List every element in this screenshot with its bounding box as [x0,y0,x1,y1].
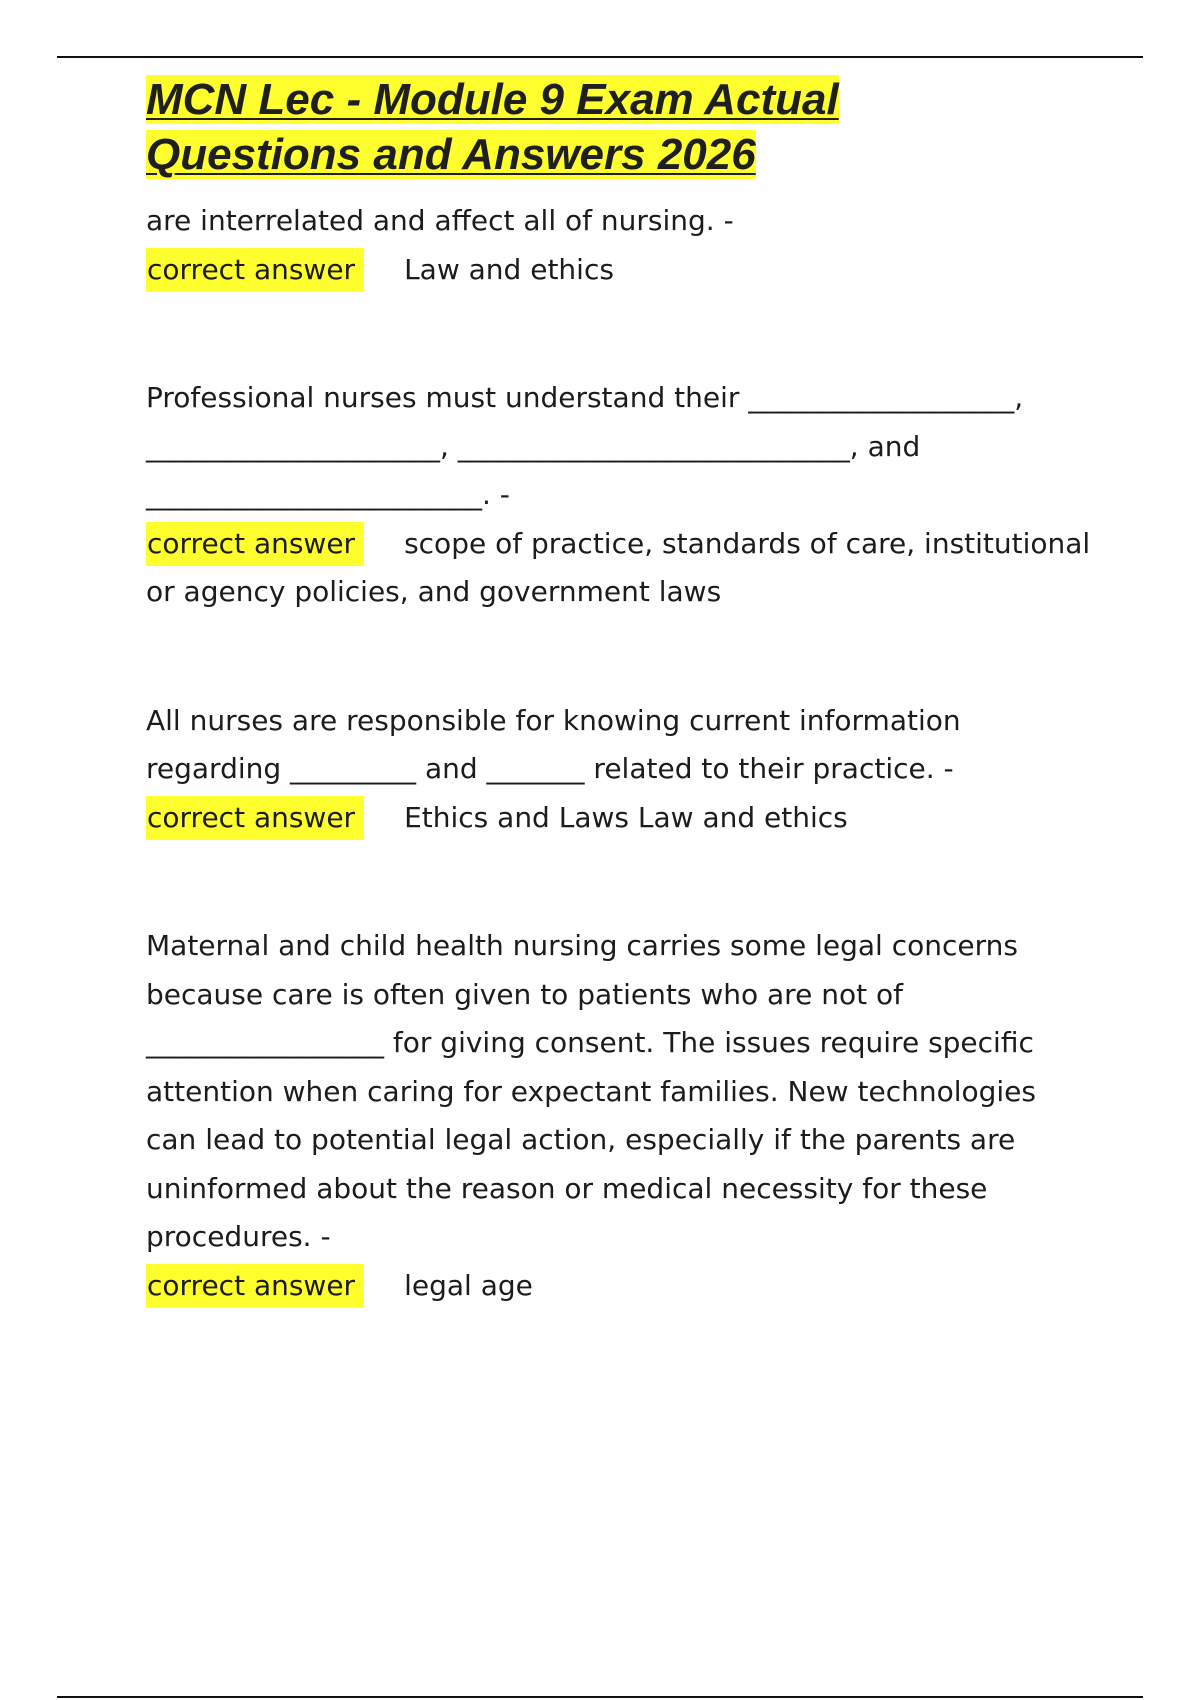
qa-list [146,197,1091,1310]
top-rule [57,56,1143,58]
correct-answer-label: correct answer [146,1264,364,1308]
answer-text: Ethics and Laws Law and ethics [404,800,848,834]
qa-item [146,374,1091,617]
answer-line [146,1262,1091,1311]
answer-line [146,794,1091,843]
title-line-2: Questions and Answers 2026 [146,130,756,179]
answer-line [146,520,1091,617]
answer-text: Law and ethics [404,252,614,286]
question-text: are interrelated and affect all of nursing. - [146,204,734,237]
correct-answer-label: correct answer [146,796,364,840]
question-text: All nurses are responsible for knowing current information regarding _________ and _______ related to their practice. - [146,703,961,785]
qa-item [146,922,1091,1310]
question-text: Maternal and child health nursing carries some legal concerns because care is often given to patients who are not of _________________ for giving consent. The issues require specific attention when caring for expectant families. New technologies can lead to potential legal action, especially if the parents are uninformed about the reason or medical necessity for these procedures. - [146,929,1036,1253]
correct-answer-label: correct answer [146,522,364,566]
qa-item [146,197,1091,294]
bottom-rule [57,1696,1143,1698]
question-text: Professional nurses must understand their ___________________, _____________________, ____________________________, and ________________________. - [146,381,1024,511]
answer-text: scope of practice, standards of care, institutional or agency policies, and government laws [146,526,1091,608]
answer-line [146,246,1091,295]
correct-answer-label: correct answer [146,248,364,292]
document-title [146,72,1046,182]
title-line-1: MCN Lec - Module 9 Exam Actual [146,75,839,124]
answer-text: legal age [404,1268,533,1302]
qa-item [146,697,1091,843]
